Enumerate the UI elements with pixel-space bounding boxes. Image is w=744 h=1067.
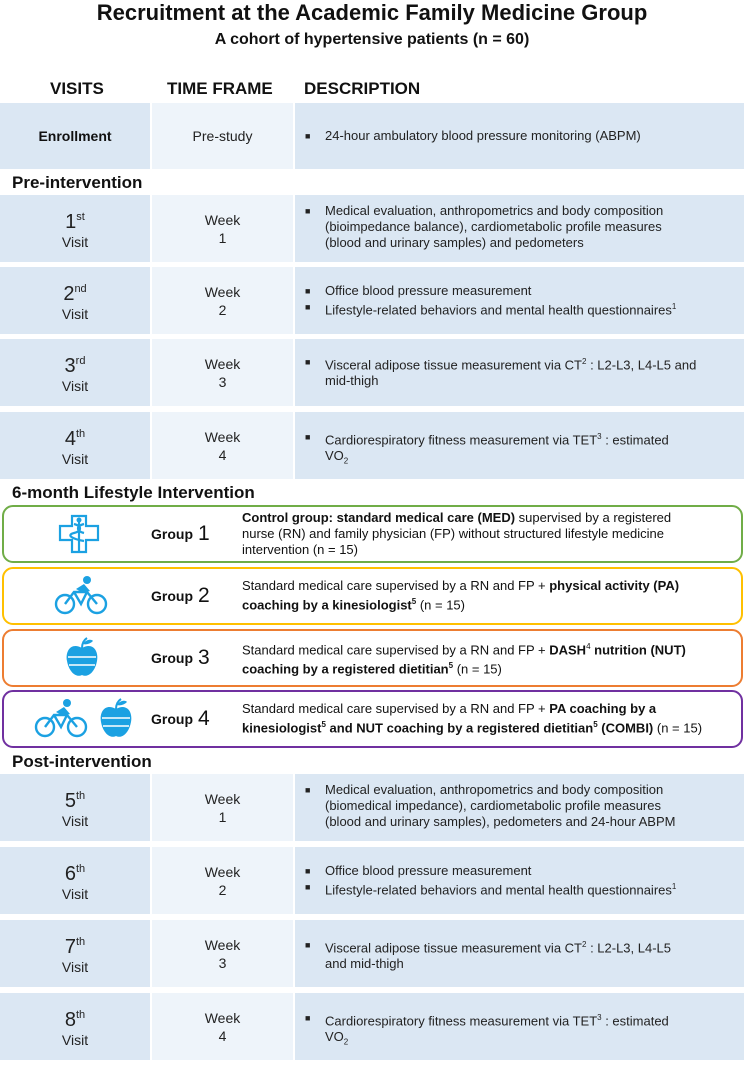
week-number: 4 (218, 1027, 227, 1044)
week-number: 1 (218, 808, 227, 825)
week-label: Week (204, 1009, 241, 1026)
visit-label: Visit (61, 1032, 89, 1048)
visit-row (0, 920, 744, 987)
description-cell (295, 920, 744, 987)
visit-cell (0, 412, 150, 479)
description-bullet: ■ 24-hour ambulatory blood pressure monitoring (ABPM) (305, 128, 641, 143)
visit-label: Visit (61, 813, 89, 829)
cyclist-icon (54, 569, 108, 623)
time-frame-cell (152, 774, 293, 841)
caduceus-icon (54, 507, 104, 561)
apple-icon (64, 631, 100, 685)
week-number: 3 (218, 954, 227, 971)
visit-row (0, 993, 744, 1060)
enrollment-time-cell (152, 103, 293, 169)
page-subtitle: A cohort of hypertensive patients (n = 60) (214, 31, 530, 48)
visit-row (0, 412, 744, 479)
section-lifestyle-intervention: 6-month Lifestyle Intervention (12, 483, 255, 502)
week-number: 1 (218, 229, 227, 246)
description-column-header: DESCRIPTION (304, 79, 421, 98)
enrollment-description: 24-hour ambulatory blood pressure monitoring (ABPM) (325, 128, 641, 143)
week-number: 4 (218, 446, 227, 463)
enrollment-row (0, 103, 744, 169)
visit-number: 5th (64, 790, 86, 812)
group-3-box (2, 629, 743, 687)
description-cell (295, 993, 744, 1060)
description-cell (295, 339, 744, 406)
description-cell (295, 774, 744, 841)
cyclist-and-apple-icon (34, 692, 138, 746)
enrollment-time: Pre-study (192, 128, 253, 144)
visit-label: Visit (61, 886, 89, 902)
description-bullet: ■ Medical evaluation, anthropometrics and body composition (bioimpedance balance), cardiometabolic profile measures (blood and urinary samples) and pedometers (305, 203, 664, 250)
description-cell (295, 195, 744, 262)
page-title: Recruitment at the Academic Family Medicine Group (96, 0, 648, 25)
time-frame-cell (152, 267, 293, 334)
visit-cell (0, 267, 150, 334)
week-label: Week (204, 211, 241, 228)
group-3-description: Standard medical care supervised by a RN and FP + $DASH^4$ nutrition (NUT) coaching by a registered dietitian$^5$ (n = 15) (242, 641, 686, 677)
description-cell (295, 847, 744, 914)
week-label: Week (204, 283, 241, 300)
enrollment-label: Enrollment (38, 128, 112, 144)
description-bullet: ■ Visceral adipose tissue measurement via $CT^2$ : L2-L3, L4-L5 and mid-thigh (305, 940, 672, 972)
visit-number: 3rd (64, 355, 86, 377)
visit-cell (0, 195, 150, 262)
visit-cell (0, 774, 150, 841)
group-2-box (2, 567, 743, 625)
group-3-label: Group 3 (151, 646, 210, 669)
section-pre-intervention: Pre-intervention (12, 173, 143, 192)
visit-label: Visit (61, 234, 89, 250)
description-bullet: ■ Lifestyle-related behaviors and mental health questionnaires$^1$ (305, 882, 677, 898)
group-1-description: Control group: standard medical care (MED) supervised by a registered nurse (RN) and family physician (FP) without structured lifestyle medicine intervention (n = 15) (242, 510, 672, 557)
visit-label: Visit (61, 451, 89, 467)
visit-number: 4th (64, 428, 86, 450)
enrollment-visit-cell (0, 103, 150, 169)
visit-number: 8th (64, 1009, 86, 1031)
group-1-box (2, 505, 743, 563)
group-4-box (2, 690, 743, 748)
week-label: Week (204, 428, 241, 445)
description-cell (295, 412, 744, 479)
description-bullet: ■ Cardiorespiratory fitness measurement via TET$^3$ : estimated $VO_2$ (305, 432, 669, 466)
week-number: 2 (218, 301, 227, 318)
week-number: 3 (218, 373, 227, 390)
visit-label: Visit (61, 959, 89, 975)
time-frame-cell (152, 339, 293, 406)
time-frame-cell (152, 412, 293, 479)
description-bullet: ■ Cardiorespiratory fitness measurement via TET$^3$ : estimated $VO_2$ (305, 1013, 669, 1047)
section-post-intervention: Post-intervention (12, 752, 152, 771)
description-bullet: ■ Office blood pressure measurement (305, 283, 532, 298)
visit-label: Visit (61, 306, 89, 322)
description-bullet: ■ Medical evaluation, anthropometrics and body composition (biomedical impedance), cardiometabolic profile measures (blood and urinary samples), pedometers and 24-hour ABPM (305, 782, 676, 829)
visit-number: 2nd (63, 283, 87, 305)
week-label: Week (204, 863, 241, 880)
visit-label: Visit (61, 378, 89, 394)
group-4-label: Group 4 (151, 707, 210, 730)
time-frame-column-header: TIME FRAME (167, 79, 273, 98)
visit-number: 6th (64, 863, 86, 885)
week-label: Week (204, 936, 241, 953)
description-bullet: ■ Lifestyle-related behaviors and mental health questionnaires$^1$ (305, 302, 677, 318)
group-1-label: Group 1 (151, 522, 210, 545)
visits-column-header: VISITS (50, 79, 104, 98)
time-frame-cell (152, 847, 293, 914)
visit-cell (0, 339, 150, 406)
group-2-label: Group 2 (151, 584, 210, 607)
group-2-description: Standard medical care supervised by a RN and FP + physical activity (PA) coaching by a kinesiologist$^5$ (n = 15) (242, 578, 680, 613)
visit-row (0, 774, 744, 841)
visit-row (0, 195, 744, 262)
visit-number: 7th (64, 936, 86, 958)
week-label: Week (204, 355, 241, 372)
description-cell (295, 267, 744, 334)
week-number: 2 (218, 881, 227, 898)
description-bullet: ■ Office blood pressure measurement (305, 863, 532, 878)
time-frame-cell (152, 993, 293, 1060)
enrollment-description-cell (295, 103, 744, 169)
visit-row (0, 267, 744, 334)
description-bullet: ■ Visceral adipose tissue measurement via $CT^2$ : L2-L3, L4-L5 and mid-thigh (305, 357, 697, 389)
visit-row (0, 847, 744, 914)
visit-number: 1st (65, 211, 85, 233)
visit-cell (0, 920, 150, 987)
visit-row (0, 339, 744, 406)
group-4-description: Standard medical care supervised by a RN and FP + PA coaching by a kinesiologist$^5$ and NUT coaching by a registered dietitian$^5$ (COMBI) (n = 15) (242, 701, 703, 736)
visit-cell (0, 847, 150, 914)
visit-cell (0, 993, 150, 1060)
time-frame-cell (152, 195, 293, 262)
week-label: Week (204, 790, 241, 807)
time-frame-cell (152, 920, 293, 987)
